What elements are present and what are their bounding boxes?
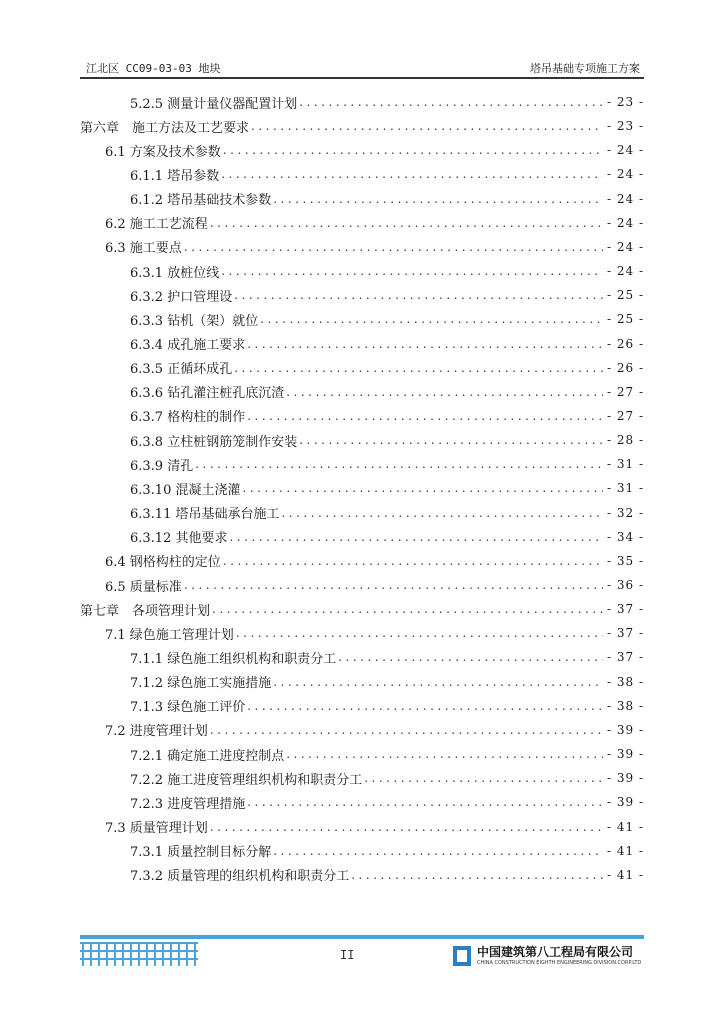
toc-leader-dots <box>247 795 603 809</box>
toc-entry-title: 6.4 钢格构柱的定位 <box>105 555 221 571</box>
toc-leader-dots <box>210 723 603 737</box>
toc-entry[interactable] <box>80 841 644 861</box>
toc-entry-page: - 23 - <box>606 95 644 109</box>
toc-entry-page: - 24 - <box>606 264 644 279</box>
toc-leader-dots <box>234 361 603 375</box>
toc-leader-dots <box>351 868 603 882</box>
toc-entry[interactable] <box>80 503 644 523</box>
toc-entry-title: 6.3.8 立柱桩钢筋笼制作安装 <box>130 434 298 450</box>
toc-entry-title: 6.3.2 护口管埋设 <box>130 289 233 305</box>
header-doc-title: 塔吊基础专项施工方案 <box>530 62 640 75</box>
toc-entry-page: - 38 - <box>606 674 644 689</box>
toc-entry[interactable] <box>80 358 644 378</box>
toc-leader-dots <box>221 264 603 278</box>
toc-entry-page: - 37 - <box>606 650 644 665</box>
toc-leader-dots <box>286 385 603 399</box>
toc-entry-title: 6.1 方案及技术参数 <box>105 144 221 160</box>
toc-entry[interactable] <box>80 116 644 136</box>
toc-entry-page: - 24 - <box>606 239 644 254</box>
toc-entry-page: - 36 - <box>606 578 644 592</box>
toc-entry-page: - 35 - <box>606 553 644 568</box>
toc-entry-title: 7.1 绿色施工管理计划 <box>105 627 234 643</box>
toc-leader-dots <box>364 771 603 785</box>
toc-leader-dots <box>299 95 603 109</box>
toc-leader-dots <box>247 699 603 713</box>
toc-entry[interactable] <box>80 720 644 740</box>
toc-entry-page: - 24 - <box>606 143 644 158</box>
footer-pattern-icon <box>80 942 198 968</box>
toc-entry-page: - 24 - <box>606 191 644 206</box>
toc-entry[interactable] <box>80 285 644 305</box>
toc-leader-dots <box>221 167 603 181</box>
toc-leader-dots <box>236 626 603 640</box>
toc-entry[interactable] <box>80 768 644 788</box>
toc-entry-page: - 38 - <box>606 698 644 713</box>
toc-entry-page: - 24 - <box>606 167 644 182</box>
toc-leader-dots <box>195 457 603 471</box>
toc-entry[interactable] <box>80 817 644 837</box>
toc-leader-dots <box>234 288 603 302</box>
toc-entry-page: - 26 - <box>606 336 644 351</box>
page-number: II <box>340 948 355 962</box>
toc-entry[interactable] <box>80 92 644 112</box>
toc-entry-page: - 41 - <box>606 843 644 858</box>
toc-leader-dots <box>273 844 603 858</box>
toc-entry[interactable] <box>80 696 644 716</box>
toc-entry[interactable] <box>80 454 644 474</box>
toc-entry[interactable] <box>80 261 644 281</box>
toc-entry-page: - 39 - <box>606 747 644 762</box>
toc-leader-dots <box>247 409 603 423</box>
toc-entry-page: - 25 - <box>606 312 644 327</box>
toc-leader-dots <box>251 119 603 133</box>
toc-entry-title: 7.2 进度管理计划 <box>105 724 208 740</box>
toc-entry-page: - 27 - <box>606 384 644 399</box>
toc-entry[interactable] <box>80 865 644 885</box>
toc-entry-page: - 24 - <box>606 215 644 230</box>
toc-entry-page: - 31 - <box>606 457 644 472</box>
company-name-en: CHINA CONSTRUCTION EIGHTH ENGINEERING DIVISION.CORP.LTD <box>477 960 642 966</box>
toc-entry-title: 6.3.1 放桩位线 <box>130 265 220 281</box>
toc-entry-title: 6.2 施工工艺流程 <box>105 217 208 233</box>
toc-entry-title: 7.3.2 质量管理的组织机构和职责分工 <box>130 869 350 885</box>
toc-entry[interactable] <box>80 164 644 184</box>
toc-entry[interactable] <box>80 623 644 643</box>
header-divider <box>80 77 644 79</box>
toc-entry-title: 6.1.1 塔吊参数 <box>130 168 220 184</box>
toc-entry-page: - 39 - <box>606 795 644 810</box>
toc-leader-dots <box>299 433 603 447</box>
toc-entry[interactable] <box>80 599 644 619</box>
toc-leader-dots <box>286 747 603 761</box>
toc-leader-dots <box>338 650 603 664</box>
toc-entry[interactable] <box>80 672 644 692</box>
company-name-cn: 中国建筑第八工程局有限公司 <box>477 945 634 959</box>
toc-entry[interactable] <box>80 140 644 160</box>
toc-entry-page: - 34 - <box>606 529 644 544</box>
toc-entry[interactable] <box>80 189 644 209</box>
toc-entry-title: 6.3.12 其他要求 <box>130 531 228 547</box>
toc-entry-page: - 28 - <box>606 433 644 448</box>
toc-entry-title: 7.1.1 绿色施工组织机构和职责分工 <box>130 651 337 667</box>
toc-entry-page: - 37 - <box>606 602 644 617</box>
toc-leader-dots <box>229 530 603 544</box>
toc-entry-title: 6.3.4 成孔施工要求 <box>130 338 246 353</box>
toc-leader-dots <box>184 578 603 592</box>
toc-leader-dots <box>273 675 603 689</box>
toc-leader-dots <box>210 820 603 834</box>
toc-entry[interactable] <box>80 430 644 450</box>
toc-entry-title: 7.1.2 绿色施工实施措施 <box>130 676 272 692</box>
toc-leader-dots <box>273 192 603 206</box>
toc-entry-title: 第六章 施工方法及工艺要求 <box>80 120 250 136</box>
toc-entry-page: - 41 - <box>606 867 644 882</box>
toc-entry-title: 6.1.2 塔吊基础技术参数 <box>130 193 272 209</box>
toc-entry-title: 7.1.3 绿色施工评价 <box>130 700 246 716</box>
toc-entry-title: 5.2.5 测量计量仪器配置计划 <box>130 96 298 112</box>
toc-entry-page: - 32 - <box>606 505 644 520</box>
toc-entry-page: - 27 - <box>606 408 644 423</box>
toc-entry-title: 6.3.7 格构柱的制作 <box>130 410 246 426</box>
company-logo <box>453 945 643 967</box>
toc-entry[interactable] <box>80 478 644 498</box>
toc-entry-title: 6.3.10 混凝土浇灌 <box>130 482 241 498</box>
toc-entry-page: - 39 - <box>606 771 644 786</box>
toc-entry[interactable] <box>80 792 644 812</box>
toc-leader-dots <box>260 312 603 326</box>
toc-leader-dots <box>242 481 603 495</box>
toc-entry-title: 6.3.6 钻孔灌注桩孔底沉渣 <box>130 386 285 402</box>
toc-entry-page: - 41 - <box>606 819 644 834</box>
toc-entry[interactable] <box>80 551 644 571</box>
toc-entry-title: 7.2.3 进度管理措施 <box>130 796 246 812</box>
toc-entry-title: 6.3.3 钻机（架）就位 <box>130 313 259 329</box>
toc-entry-page: - 39 - <box>606 722 644 737</box>
toc-entry[interactable] <box>80 334 644 354</box>
toc-entry[interactable] <box>80 213 644 233</box>
toc-leader-dots <box>223 143 603 157</box>
toc-entry-title: 7.2.1 确定施工进度控制点 <box>130 748 285 764</box>
toc-entry[interactable] <box>80 575 644 595</box>
page-header <box>80 52 644 78</box>
toc-entry[interactable] <box>80 527 644 547</box>
toc-entry-title: 第七章 各项管理计划 <box>80 603 211 619</box>
toc-entry-page: - 37 - <box>606 626 644 641</box>
header-project: 江北区 CC09-03-03 地块 <box>86 62 221 75</box>
toc-leader-dots <box>281 506 603 520</box>
toc-entry[interactable] <box>80 237 644 257</box>
toc-entry[interactable] <box>80 406 644 426</box>
toc-entry-page: - 25 - <box>606 288 644 303</box>
toc-entry-title: 6.3.5 正循环成孔 <box>130 362 233 378</box>
toc-entry-page: - 31 - <box>606 481 644 496</box>
toc-leader-dots <box>210 216 603 230</box>
toc-leader-dots <box>223 554 603 568</box>
toc-entry[interactable] <box>80 309 644 329</box>
toc-entry-title: 6.3 施工要点 <box>105 241 182 257</box>
toc-entry-title: 7.2.2 施工进度管理组织机构和职责分工 <box>130 772 363 788</box>
toc-entry[interactable] <box>80 647 644 667</box>
toc-entry-title: 6.3.11 塔吊基础承台施工 <box>130 507 280 523</box>
toc-leader-dots <box>184 240 603 254</box>
toc-entry-title: 6.5 质量标准 <box>105 579 182 595</box>
toc-entry-title: 6.3.9 清孔 <box>130 458 194 474</box>
toc-leader-dots <box>212 602 603 616</box>
toc-entry[interactable] <box>80 382 644 402</box>
toc-leader-dots <box>247 337 603 351</box>
toc-entry-title: 7.3 质量管理计划 <box>105 821 208 836</box>
footer-divider <box>80 935 644 939</box>
cscec-logo-icon <box>453 946 471 966</box>
toc-entry[interactable] <box>80 744 644 764</box>
toc-entry-page: - 23 - <box>606 119 644 134</box>
toc-entry-page: - 26 - <box>606 360 644 375</box>
toc-entry-title: 7.3.1 质量控制目标分解 <box>130 845 272 861</box>
